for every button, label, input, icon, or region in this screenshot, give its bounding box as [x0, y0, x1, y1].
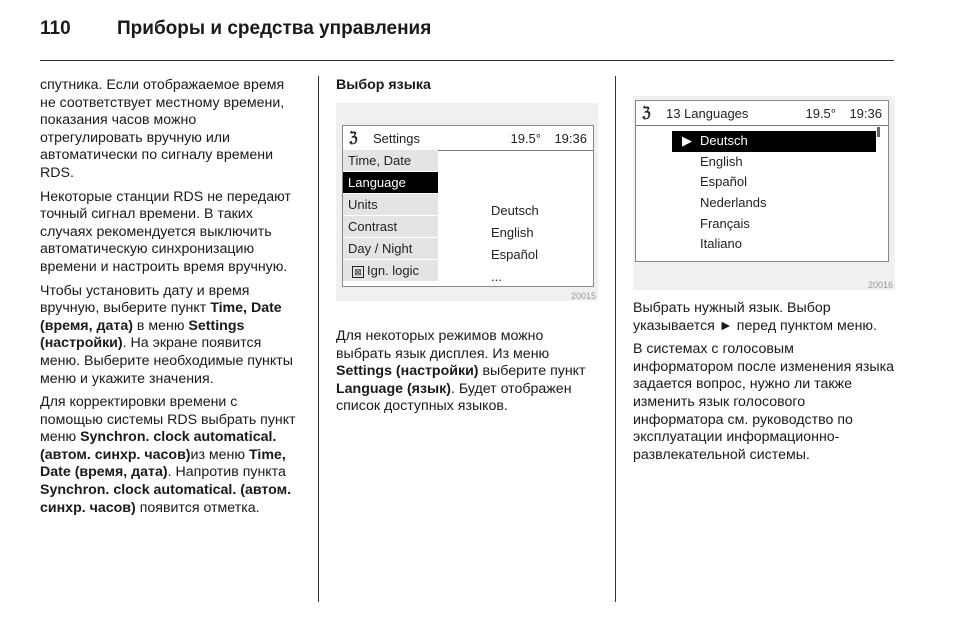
settings-figure [336, 103, 598, 301]
menu-item-time-date[interactable]: Time, Date [343, 150, 438, 172]
display-title: 13 Languages [666, 106, 749, 121]
page-title: Приборы и средства управления [117, 18, 432, 39]
language-item[interactable]: Italiano [700, 236, 742, 252]
paragraph: Чтобы установить дату и время вручную, выберите пункт Time, Date (время, дата) в меню Settings (настройки). На экране появится меню. Выберите необходимые пункты меню и укажите значения. [40, 282, 293, 387]
languages-figure [633, 96, 895, 290]
text-column-3 [633, 300, 895, 470]
text-column-1 [40, 77, 302, 523]
option-item: ... [491, 269, 502, 284]
figure-number: 20015 [570, 291, 596, 301]
figure-number: 20016 [867, 280, 893, 290]
menu-item-units[interactable]: Units [343, 194, 438, 216]
display-status-bar [343, 126, 593, 151]
menu-item-day-night[interactable]: Day / Night [343, 238, 438, 260]
option-item[interactable]: English [491, 225, 534, 240]
paragraph: спутника. Если отображаемое время не соответствует местному времени, показания часов можно отрегулировать вручную или автоматически по сигналу времени RDS. [40, 77, 285, 181]
page-number: 110 [40, 18, 71, 39]
column-divider [318, 76, 319, 602]
paragraph: Для корректировки времени с помощью системы RDS выбрать пункт меню Synchron. clock automatical. (автом. синхр. часов)из меню Time, Date (время, дата). Напротив пункта Synchron. clock automatical. (автом. синхр. часов) появится отметка. [40, 394, 296, 516]
language-list [672, 131, 882, 255]
header-rule [40, 60, 894, 61]
display-title: Settings [373, 131, 420, 146]
column-divider [615, 76, 616, 602]
display-status-bar [636, 101, 888, 126]
menu-item-ign-logic[interactable]: ⊠ Ign. logic [343, 260, 438, 282]
language-item[interactable]: Français [700, 215, 750, 231]
language-item[interactable]: Español [700, 174, 747, 190]
settings-wrench-icon: ℨ [642, 104, 651, 120]
play-arrow-icon: ▶ [682, 133, 692, 148]
paragraph: Выбрать нужный язык. Выбор указывается ► перед пунктом меню. [633, 300, 877, 334]
language-item-selected[interactable]: ▶ Deutsch [672, 131, 876, 152]
menu-item-language[interactable]: Language [343, 172, 438, 194]
checkbox-checked-icon: ⊠ [352, 266, 364, 278]
language-item[interactable]: English [700, 153, 743, 169]
paragraph: В системах с голосовым информатором после изменения языка задается вопрос, нужно ли также изменить язык голосового информатора см. руководство по эксплуатации информационно-развлекательной системы. [633, 341, 895, 463]
paragraph: Для некоторых режимов можно выбрать язык дисплея. Из меню Settings (настройки) выберите пункт Language (язык). Будет отображен список доступных языков. [336, 328, 586, 415]
section-subheading: Выбор языка [336, 77, 431, 93]
display-screen [342, 125, 594, 287]
menu-item-contrast[interactable]: Contrast [343, 216, 438, 238]
settings-menu [343, 150, 438, 282]
settings-wrench-icon: ℨ [349, 129, 358, 145]
language-item[interactable]: Nederlands [700, 195, 767, 211]
option-item[interactable]: Deutsch [491, 203, 539, 218]
clock: 19:36 [849, 106, 882, 121]
option-item[interactable]: Español [491, 247, 538, 262]
language-options [491, 200, 539, 288]
display-screen [635, 100, 889, 262]
temperature: 19.5° [805, 106, 836, 121]
temperature: 19.5° [510, 131, 541, 146]
clock: 19:36 [554, 131, 587, 146]
paragraph: Некоторые станции RDS не передают точный сигнал времени. В таких случаях рекомендуется выключить автоматическую синхронизацию времени и настроить время вручную. [40, 188, 291, 275]
text-column-2-body [336, 328, 598, 422]
text-column-2-heading [336, 77, 598, 101]
